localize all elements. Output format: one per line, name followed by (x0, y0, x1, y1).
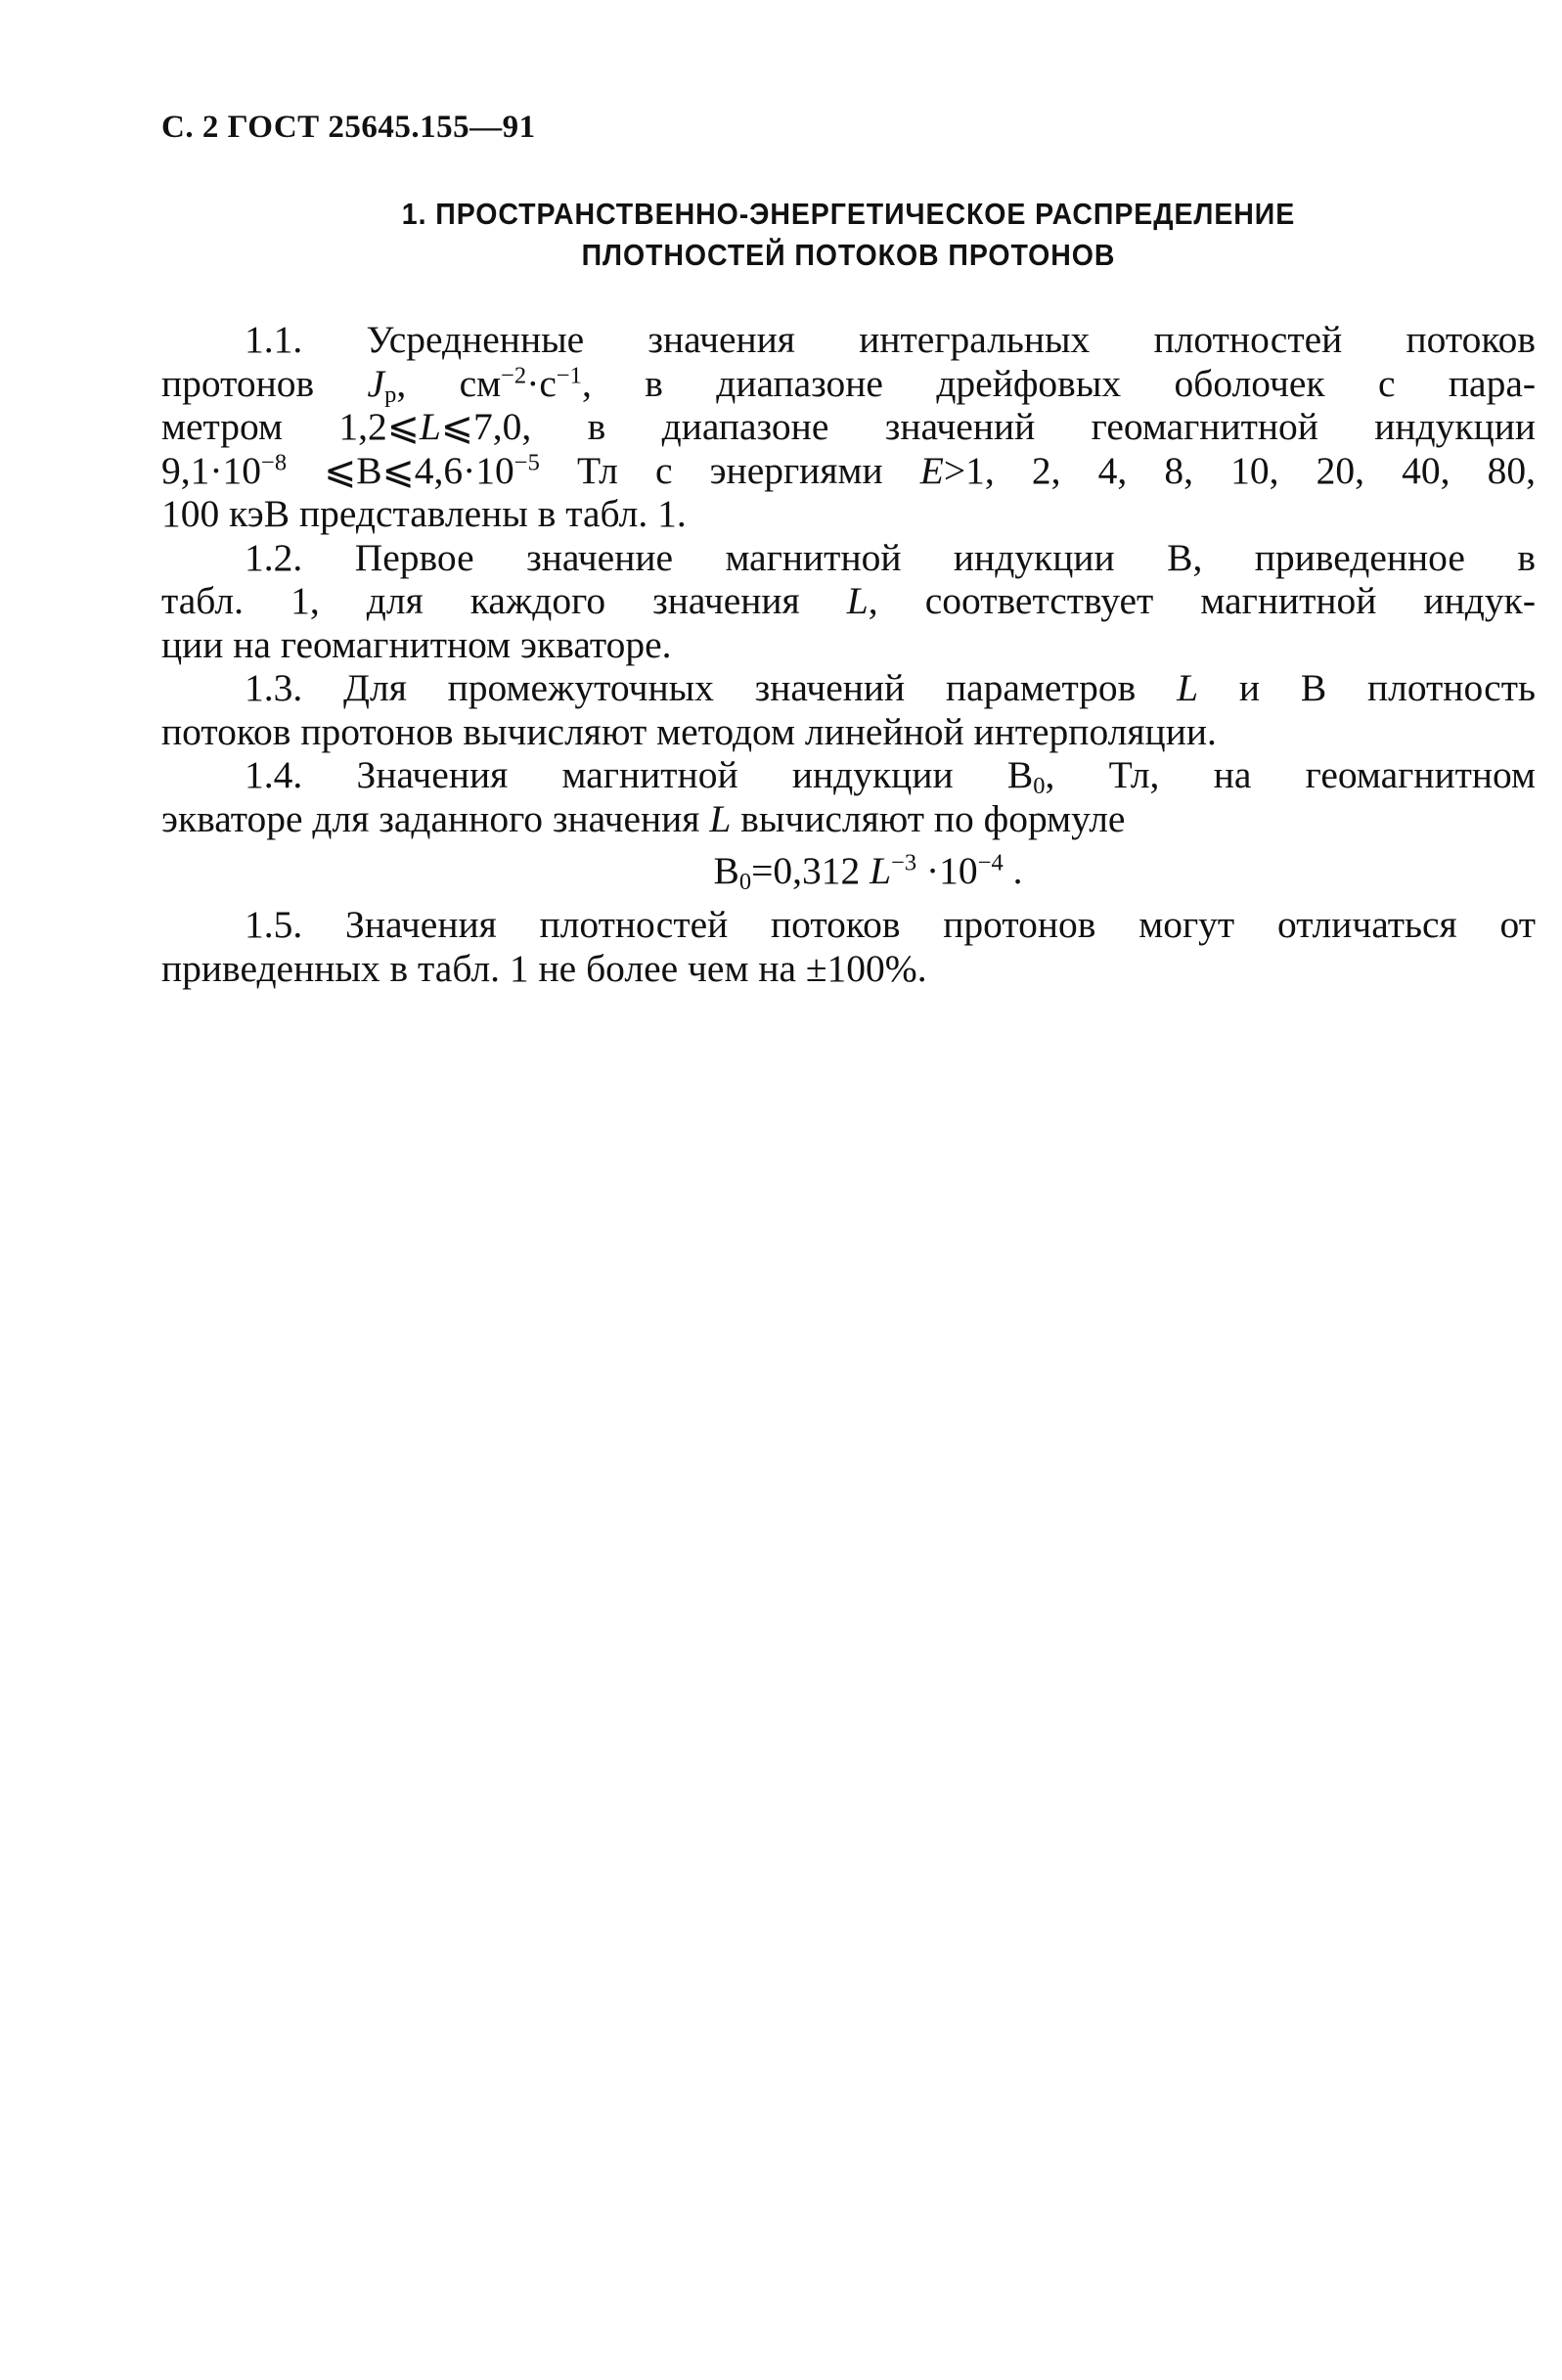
text-run: ⩽B⩽4,6·10 (287, 448, 514, 492)
formula-lhs: B (713, 849, 739, 892)
subscript: p (384, 381, 397, 408)
text-run: 100 кэВ представлены в табл. 1. (161, 492, 687, 535)
text-line (161, 318, 1536, 362)
text-line (161, 797, 1536, 841)
paragraph-1-5 (161, 903, 1536, 990)
superscript: −1 (556, 362, 582, 389)
energy-symbol: E (919, 448, 944, 492)
section-title-line-2: ПЛОТНОСТЕЙ ПОТОКОВ ПРОТОНОВ (581, 238, 1116, 272)
l-parameter-symbol: L (419, 405, 441, 448)
paragraph-1-2 (161, 536, 1536, 667)
paragraph-1-3 (161, 666, 1536, 753)
text-run: , см (396, 361, 502, 405)
text-run: 1.2. Первое значение магнитной индукции В, приведенное в (245, 535, 1536, 579)
text-run: , в диапазоне дрейфовых оболочек с пара- (581, 361, 1537, 405)
text-run: 9,1·10 (161, 448, 262, 492)
text-line (161, 753, 1537, 800)
text-line (161, 362, 1536, 406)
text-line (161, 947, 1536, 991)
running-header: С. 2 ГОСТ 25645.155—91 (161, 110, 536, 145)
formula-end: . (1003, 849, 1023, 892)
l-parameter-symbol: L (709, 796, 732, 840)
l-parameter-symbol: L (870, 849, 892, 892)
text-line (161, 666, 1536, 710)
text-line (161, 579, 1536, 623)
text-line (161, 623, 1536, 667)
text-line (161, 492, 1536, 536)
text-run: 1.3. Для промежуточных значений параметров (245, 666, 1178, 709)
formula-b0 (161, 848, 1536, 896)
superscript: −3 (891, 849, 917, 876)
text-run: , соответствует магнитной индук- (868, 579, 1536, 622)
superscript: −2 (501, 362, 527, 389)
text-line (161, 903, 1536, 947)
text-run: табл. 1, для каждого значения (161, 579, 847, 622)
formula-factor: ·10 (916, 849, 978, 892)
formula-coefficient: =0,312 (751, 849, 870, 892)
l-parameter-symbol: L (846, 579, 869, 622)
text-run: метром 1,2⩽ (161, 405, 420, 448)
text-run: Тл с энергиями (539, 448, 920, 492)
paragraph-1-4 (161, 753, 1536, 840)
text-run: потоков протонов вычисляют методом линейной интерполяции. (161, 709, 1217, 753)
subscript: 0 (738, 869, 752, 896)
subscript: 0 (1033, 773, 1046, 800)
superscript: −8 (261, 449, 288, 476)
text-run: приведенных в табл. 1 не более чем на ±100%. (161, 946, 927, 990)
superscript: −4 (977, 849, 1004, 876)
text-line (161, 449, 1536, 493)
text-run: и В плотность (1198, 666, 1536, 709)
text-line (161, 710, 1536, 754)
section-title-line-1: 1. ПРОСТРАНСТВЕННО-ЭНЕРГЕТИЧЕСКОЕ РАСПРЕДЕЛЕНИЕ (401, 197, 1296, 231)
flux-symbol: J (367, 361, 385, 405)
text-run: >1, 2, 4, 8, 10, 20, 40, 80, (943, 448, 1536, 492)
text-run: 1.5. Значения плотностей потоков протонов могут отличаться от (245, 903, 1536, 946)
text-line (161, 536, 1536, 580)
text-run: 1.1. Усредненные значения интегральных плотностей потоков (245, 318, 1536, 361)
text-run: протонов (161, 361, 368, 405)
text-run: ⩽7,0, в диапазоне значений геомагнитной индукции (440, 405, 1536, 448)
text-run: ции на геомагнитном экваторе. (161, 622, 672, 666)
body-text (161, 318, 1536, 990)
text-run: вычисляют по формуле (731, 796, 1126, 840)
text-run: ·с (526, 361, 557, 405)
text-run: экваторе для заданного значения (161, 796, 710, 840)
text-run: , Тл, на геомагнитном (1045, 753, 1537, 796)
l-parameter-symbol: L (1177, 666, 1199, 709)
section-title (216, 194, 1481, 276)
text-line (161, 405, 1536, 449)
text-run: 1.4. Значения магнитной индукции В (245, 753, 1034, 796)
paragraph-1-1 (161, 318, 1536, 536)
superscript: −5 (513, 449, 540, 476)
